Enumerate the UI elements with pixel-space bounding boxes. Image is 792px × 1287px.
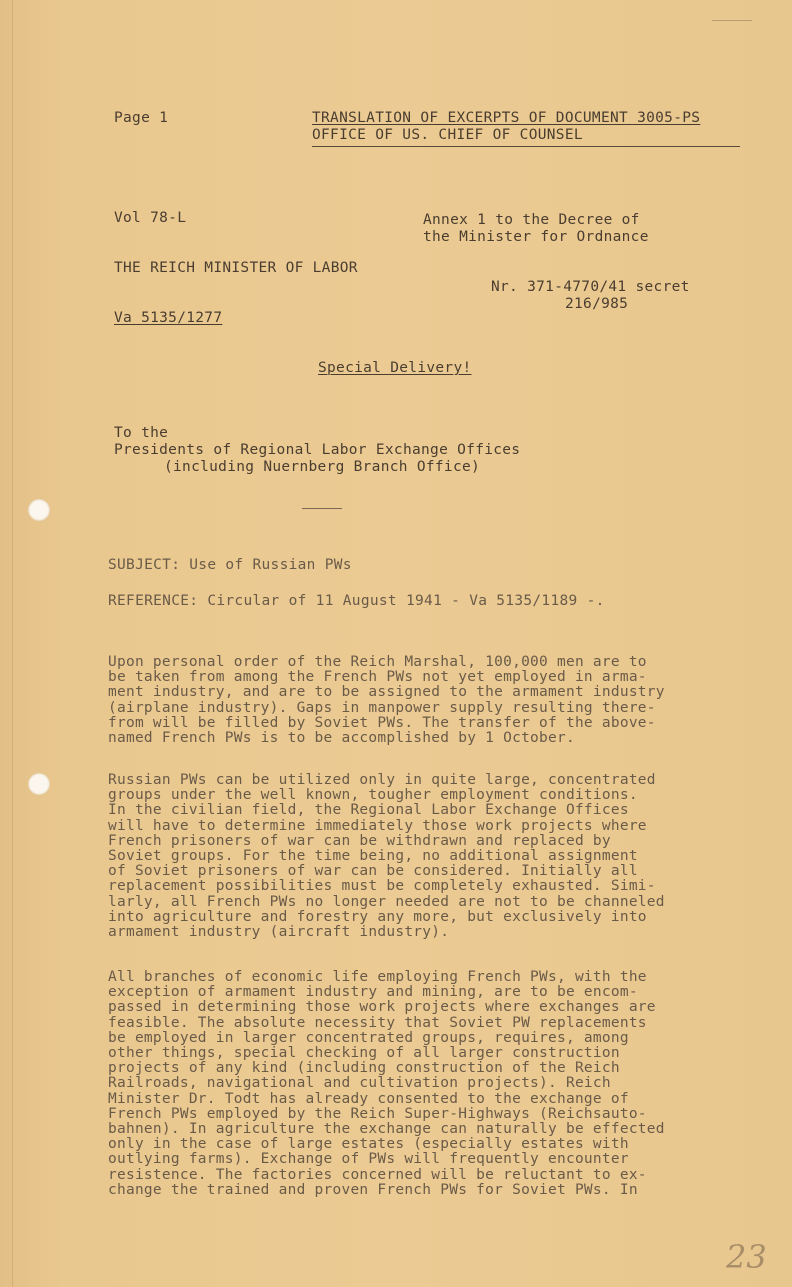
subject-line: SUBJECT: Use of Russian PWs [108, 557, 352, 573]
punch-hole-lower [28, 773, 50, 795]
paragraph-1: Upon personal order of the Reich Marshal, 100,000 men are to be taken from among the French PWs not yet employed in arma- ment industry, and are to be assigned to the armament industry (airplane industry). Gaps in manpower supply resulting there- from will be filled by Soviet PWs. The transfer of the above- named French PWs is to be accomplished by 1 October. [108, 654, 665, 747]
paragraph-3: All branches of economic life employing French PWs, with the exception of armament industry and mining, are to be encom- passed in determining those work projects where exchanges are feasible. The absolute necessity that Soviet PW replacements be employed in larger concentrated groups, requires, among other things, special checking of all larger construction projects of any kind (including construction of the Reich Railroads, navigational and cultivation projects). Reich Minister Dr. Todt has already consented to the exchange of French PWs employed by the Reich Super-Highways (Reichsauto- bahnen). In agriculture the exchange can naturally be effected only in the case of large estates (especially estates with outlying farms). Exchange of PWs will frequently encounter resistence. The factories concerned will be reluctant to ex- change the trained and proven French PWs for Soviet PWs. In [108, 969, 665, 1198]
paper-mark [712, 20, 752, 21]
document-office: OFFICE OF US. CHIEF OF COUNSEL [312, 127, 583, 143]
reference-number: Nr. 371-4770/41 secret [491, 279, 690, 295]
punch-hole-upper [28, 499, 50, 521]
file-number: Va 5135/1277 [114, 310, 223, 326]
page-label: Page 1 [114, 110, 169, 126]
handwritten-page-number: 23 [726, 1238, 767, 1276]
volume-label: Vol 78-L [114, 210, 187, 226]
reference-subnumber: 216/985 [565, 296, 629, 312]
delivery-notice: Special Delivery! [318, 360, 472, 376]
annex-line-2: the Minister for Ordnance [423, 229, 649, 245]
header-rule [312, 146, 740, 147]
reference-line: REFERENCE: Circular of 11 August 1941 - Va 5135/1189 -. [108, 593, 605, 609]
address-line-3: (including Nuernberg Branch Office) [164, 459, 481, 475]
annex-line-1: Annex 1 to the Decree of [423, 212, 640, 228]
address-line-2: Presidents of Regional Labor Exchange Offices [114, 442, 521, 458]
separator-dash [302, 508, 342, 509]
address-line-1: To the [114, 425, 169, 441]
paper-edge [12, 0, 13, 1287]
document-title: TRANSLATION OF EXCERPTS OF DOCUMENT 3005-PS [312, 110, 701, 126]
issuer: THE REICH MINISTER OF LABOR [114, 260, 358, 276]
paragraph-2: Russian PWs can be utilized only in quite large, concentrated groups under the well known, tougher employment conditions. In the civilian field, the Regional Labor Exchange Offices will have to determine immediately those work projects where French prisoners of war can be withdrawn and replaced by Soviet groups. For the time being, no additional assignment of Soviet prisoners of war can be considered. Initially all replacement possibilities must be completely exhausted. Simi- larly, all French PWs no longer needed are not to be channeled into agriculture and forestry any more, but exclusively into armament industry (aircraft industry). [108, 772, 665, 941]
